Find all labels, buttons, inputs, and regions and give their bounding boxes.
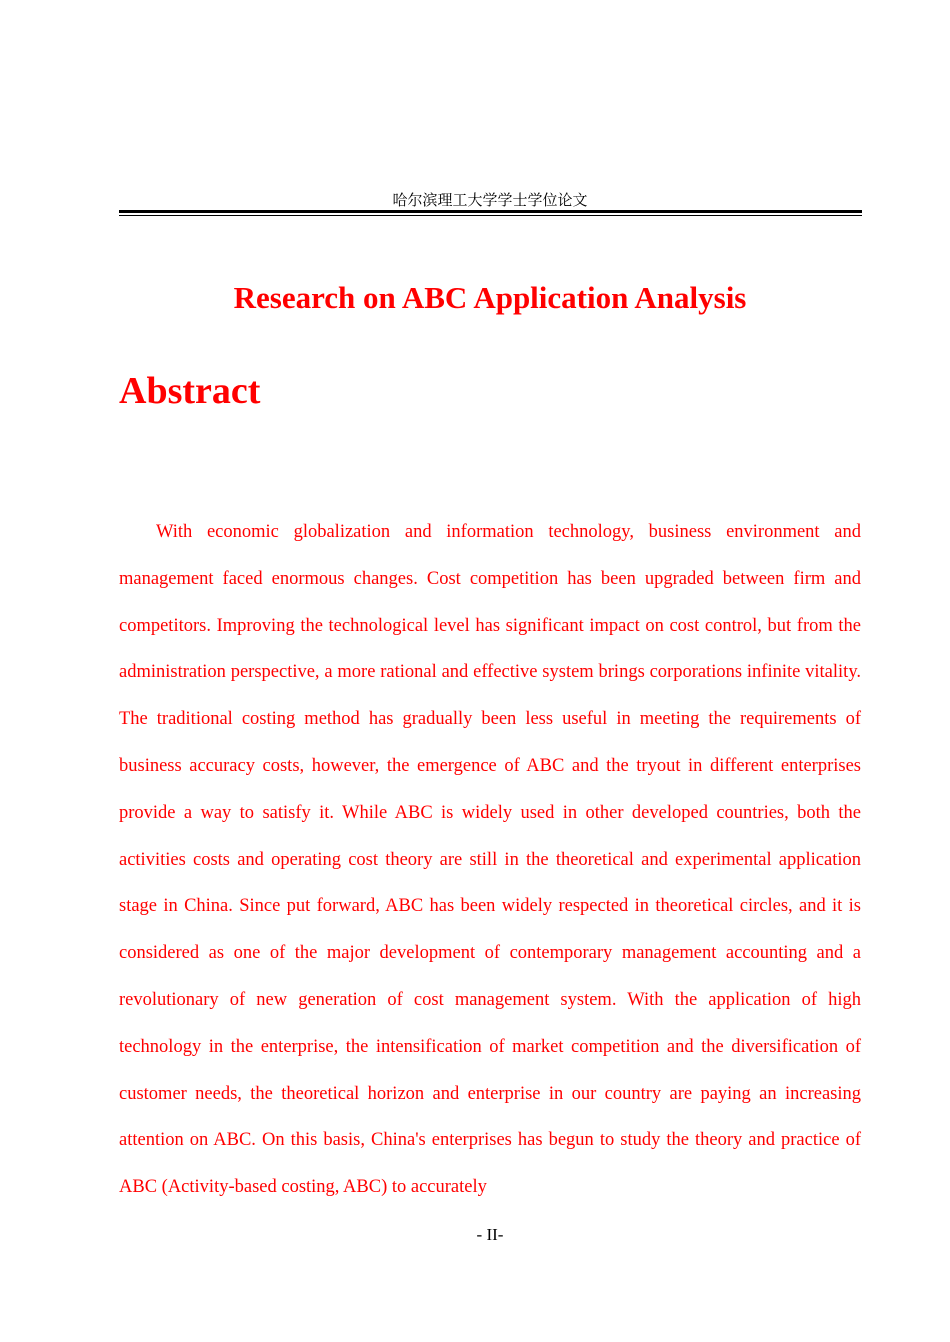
abstract-body: With economic globalization and information technology, business environment and management faced enormous changes. Cost competition has been upgraded between firm and competitors. Improving the technological level has significant impact on cost control, but from the administration perspective, a more rational and effective system brings corporations infinite vitality. The traditional costing method has gradually been less useful in meeting the requirements of business accuracy costs, however, the emergence of ABC and the tryout in different enterprises provide a way to satisfy it. While ABC is widely used in other developed countries, both the activities costs and operating cost theory are still in the theoretical and experimental application stage in China. Since put forward, ABC has been widely respected in theoretical circles, and it is considered as one of the major development of contemporary management accounting and a revolutionary of new generation of cost management system. With the application of high technology in the enterprise, the intensification of market competition and the diversification of customer needs, the theoretical horizon and enterprise in our country are paying an increasing attention on ABC. On this basis, China's enterprises has begun to study the theory and practice of ABC (Activity-based costing, ABC) to accurately [119, 522, 861, 1198]
header-rule-thick [119, 210, 862, 213]
page-number: - II- [476, 1225, 504, 1244]
paper-title: Research on ABC Application Analysis [233, 280, 747, 315]
header-rule-thin [119, 215, 862, 216]
running-header: 哈尔滨理工大学学士学位论文 [392, 193, 588, 209]
abstract-heading: Abstract [119, 370, 261, 412]
